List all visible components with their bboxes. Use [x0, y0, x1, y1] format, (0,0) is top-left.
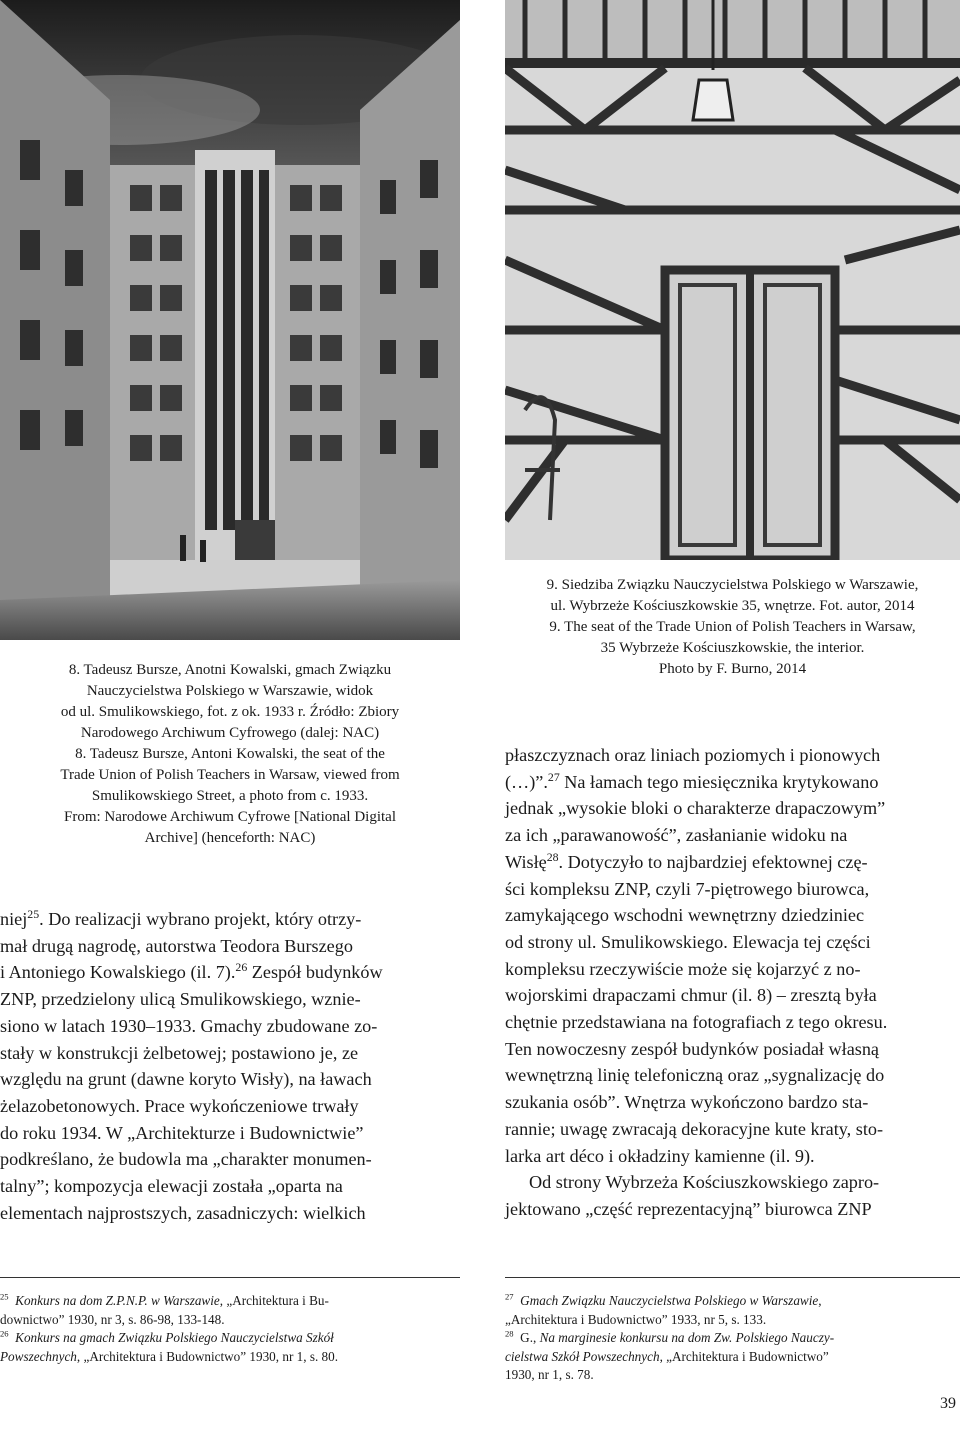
footnote-number: 27 — [505, 1291, 514, 1302]
text-run: . Dotyczyło to najbardziej efektownej czę- — [558, 851, 868, 872]
body-line: od strony ul. Smulikowskiego. Elewacja tej części — [505, 931, 871, 952]
footnote-number: 26 — [0, 1328, 9, 1339]
footnotes-left — [0, 1292, 460, 1366]
body-line: wewnętrzną linię telefoniczną oraz „sygnalizację do — [505, 1065, 885, 1086]
body-line: jektowano „część reprezentacyjną” biurowca ZNP — [505, 1198, 872, 1219]
text-run: Na łamach tego miesięcznika krytykowano — [559, 771, 879, 792]
footnote-25 — [0, 1292, 460, 1311]
caption-line: ul. Wybrzeże Kościuszkowskie 35, wnętrze. Fot. autor, 2014 — [550, 598, 915, 614]
footnote-rule-left — [0, 1277, 460, 1278]
body-line: rannie; uwagę zwracają dekoracyjne kute kraty, sto- — [505, 1118, 884, 1139]
caption-line: Narodowego Archiwum Cyfrowego (dalej: NAC) — [80, 725, 380, 741]
caption-line: 8. Tadeusz Bursze, Anotni Kowalski, gmach Związku — [68, 662, 392, 678]
caption-line: Smulikowskiego Street, a photo from c. 1933. — [91, 788, 369, 804]
body-line: Od strony Wybrzeża Kościuszkowskiego zapro- — [529, 1172, 880, 1193]
footnote-26 — [0, 1329, 460, 1348]
body-line: chętnie przedstawiana na fotografiach z tego okresu. — [505, 1012, 888, 1033]
text-run: , „Architektura i Bu- — [219, 1293, 329, 1308]
body-line — [505, 849, 960, 876]
footnote-26-cont — [0, 1348, 460, 1367]
footnote-number: 28 — [505, 1328, 514, 1339]
body-line: żelazobetonowych. Prace wykończeniowe trwały — [0, 1095, 359, 1116]
body-line: talny”; kompozycja elewacji została „oparta na — [0, 1176, 343, 1197]
footnote-title: Gmach Związku Nauczycielstwa Polskiego w Warszawie — [520, 1293, 819, 1308]
footnotes-right — [505, 1292, 960, 1385]
text-run: niej — [0, 909, 28, 929]
body-line: szukania osób”. Wnętrza wykończono bardzo sta- — [505, 1092, 869, 1113]
body-line: płaszczyznach oraz liniach poziomych i pionowych — [505, 745, 881, 765]
body-line: elementach najprostszych, zasadniczych: wielkich — [0, 1202, 366, 1223]
page-number: 39 — [940, 1395, 956, 1412]
footnote-28-cont: 1930, nr 1, s. 78. — [505, 1367, 594, 1382]
figure-8-caption — [0, 660, 460, 849]
footnote-28-cont — [505, 1348, 960, 1367]
body-text-right — [505, 742, 960, 1223]
caption-line: 8. Tadeusz Bursze, Antoni Kowalski, the seat of the — [75, 746, 385, 762]
footnote-28 — [505, 1329, 960, 1348]
body-text-left — [0, 906, 460, 1226]
caption-line: Photo by F. Burno, 2014 — [658, 661, 807, 677]
body-line — [505, 769, 960, 796]
figure-9-caption — [505, 575, 960, 680]
caption-line: 9. The seat of the Trade Union of Polish Teachers in Warsaw, — [549, 619, 916, 635]
caption-line: Trade Union of Polish Teachers in Warsaw, viewed from — [60, 767, 400, 783]
text-run: G., — [520, 1330, 540, 1345]
caption-line: 9. Siedziba Związku Nauczycielstwa Polskiego w Warszawie, — [546, 577, 919, 593]
caption-line: od ul. Smulikowskiego, fot. z ok. 1933 r. Źródło: Zbiory — [60, 704, 400, 720]
body-line: zamykającego wschodni wewnętrzny dziedziniec — [505, 905, 865, 926]
figure-8-illustration — [0, 0, 460, 640]
body-line — [0, 959, 460, 986]
body-line: podkreślano, że budowla ma „charakter monumen- — [0, 1149, 372, 1170]
footnote-27 — [505, 1292, 960, 1311]
footnote-27-cont: „Architektura i Budownictwo” 1933, nr 5, s. 133. — [505, 1311, 767, 1327]
figure-9-illustration — [505, 0, 960, 560]
body-line: siono w latach 1930–1933. Gmachy zbudowane zo- — [0, 1015, 378, 1036]
footnote-title: Konkurs na dom Z.P.N.P. w Warszawie — [15, 1293, 220, 1308]
body-line: ZNP, przedzielony ulicą Smulikowskiego, wznie- — [0, 989, 361, 1010]
text-run: i Antoniego Kowalskiego (il. 7). — [0, 962, 236, 983]
text-run: Zespół budynków — [247, 962, 383, 983]
footnote-ref-27[interactable]: 27 — [547, 769, 560, 784]
footnote-ref-25[interactable]: 25 — [27, 906, 40, 921]
figure-8-photo — [0, 0, 460, 640]
body-line: stały w konstrukcji żelbetowej; postawiono je, ze — [0, 1042, 359, 1063]
body-line: względu na grunt (dawne koryto Wisły), na ławach — [0, 1069, 372, 1090]
text-run: , „Architektura i Budownictwo” — [659, 1348, 829, 1364]
body-line: za ich „parawanowość”, zasłanianie widoku na — [505, 825, 848, 846]
footnote-25-cont: downictwo” 1930, nr 3, s. 86-98, 133-148. — [0, 1311, 225, 1327]
figure-9-photo — [505, 0, 960, 560]
text-run: (…)”. — [505, 771, 548, 792]
footnote-title: Na marginesie konkursu na dom Zw. Polskiego Nauczy- — [539, 1330, 835, 1345]
body-line: do roku 1934. W „Architekturze i Budownictwie” — [0, 1122, 364, 1143]
caption-line: Nauczycielstwa Polskiego w Warszawie, widok — [86, 683, 374, 699]
body-line: ści kompleksu ZNP, czyli 7-piętrowego biurowca, — [505, 878, 870, 899]
footnote-number: 25 — [0, 1291, 9, 1302]
caption-line: 35 Wybrzeże Kościuszkowskie, the interior. — [600, 640, 865, 656]
body-line: larka art déco i okładziny kamienne (il. 9). — [505, 1145, 815, 1166]
footnote-title: Powszechnych — [0, 1348, 77, 1364]
footnote-title: Konkurs na gmach Związku Polskiego Nauczycielstwa Szkół — [15, 1330, 334, 1345]
text-run: , — [818, 1293, 822, 1308]
body-line — [0, 906, 460, 933]
footnote-ref-26[interactable]: 26 — [235, 960, 248, 975]
body-line: wojorskimi drapaczami chmur (il. 8) – zresztą była — [505, 985, 877, 1006]
caption-line: Archive] (henceforth: NAC) — [144, 830, 316, 846]
body-line: Ten nowoczesny zespół budynków posiadał własną — [505, 1038, 880, 1059]
caption-line: From: Narodowe Archiwum Cyfrowe [National Digital — [63, 809, 396, 825]
body-line: jednak „wysokie bloki o charakterze drapaczowym” — [505, 798, 886, 819]
body-line: mał drugą nagrodę, autorstwa Teodora Burszego — [0, 935, 353, 956]
body-line: kompleksu rzeczywiście może się kojarzyć z no- — [505, 958, 861, 979]
footnote-ref-28[interactable]: 28 — [546, 849, 559, 864]
footnote-title: cielstwa Szkół Powszechnych — [505, 1348, 660, 1364]
text-run: , „Architektura i Budownictwo” 1930, nr 1, s. 80. — [76, 1348, 339, 1364]
text-run: . Do realizacji wybrano projekt, który otrzy- — [39, 909, 362, 929]
footnote-rule-right — [505, 1277, 960, 1278]
text-run: Wisłę — [505, 851, 547, 872]
